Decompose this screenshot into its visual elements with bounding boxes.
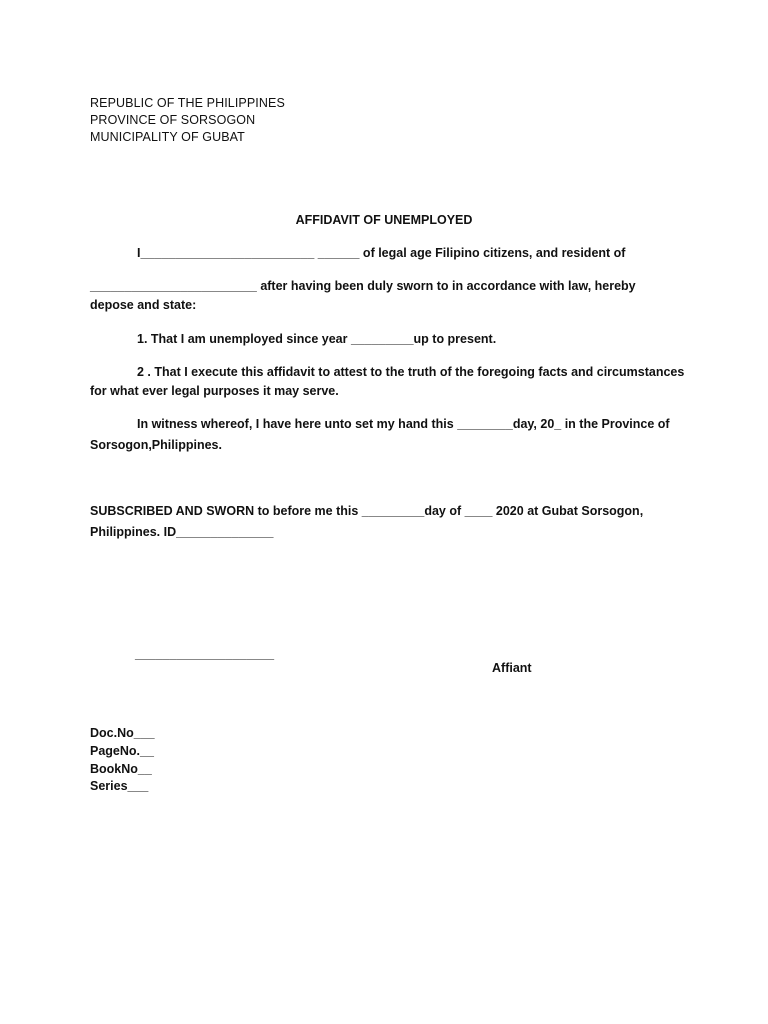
statement-item-2-line-2: for what ever legal purposes it may serve. [90, 384, 339, 398]
page-no: PageNo.__ [90, 744, 154, 758]
witness-line-1: In witness whereof, I have here unto set my hand this ________day, 20_ in the Province of [137, 417, 670, 431]
document-title: AFFIDAVIT OF UNEMPLOYED [295, 213, 473, 227]
intro-line-2: ________________________ after having been duly sworn to in accordance with law, hereby [90, 279, 636, 293]
signature-line: ____________________ [135, 647, 275, 661]
book-no: BookNo__ [90, 762, 152, 776]
header-province: PROVINCE OF SORSOGON [90, 113, 256, 127]
intro-line-3: depose and state: [90, 298, 197, 312]
intro-line-1: I_________________________ ______ of legal age Filipino citizens, and resident of [137, 246, 626, 260]
doc-no: Doc.No___ [90, 726, 155, 740]
statement-item-2-line-1: 2 . That I execute this affidavit to attest to the truth of the foregoing facts and circumstances [137, 365, 685, 379]
jurat-line-2: Philippines. ID______________ [90, 525, 274, 539]
witness-line-2: Sorsogon,Philippines. [90, 438, 222, 452]
statement-item-1: 1. That I am unemployed since year _________up to present. [137, 332, 497, 346]
header-republic: REPUBLIC OF THE PHILIPPINES [90, 96, 285, 110]
header-municipality: MUNICIPALITY OF GUBAT [90, 130, 245, 144]
series-no: Series___ [90, 779, 149, 793]
affiant-label: Affiant [492, 661, 532, 675]
jurat-line-1: SUBSCRIBED AND SWORN to before me this _________day of ____ 2020 at Gubat Sorsogon, [90, 504, 644, 518]
